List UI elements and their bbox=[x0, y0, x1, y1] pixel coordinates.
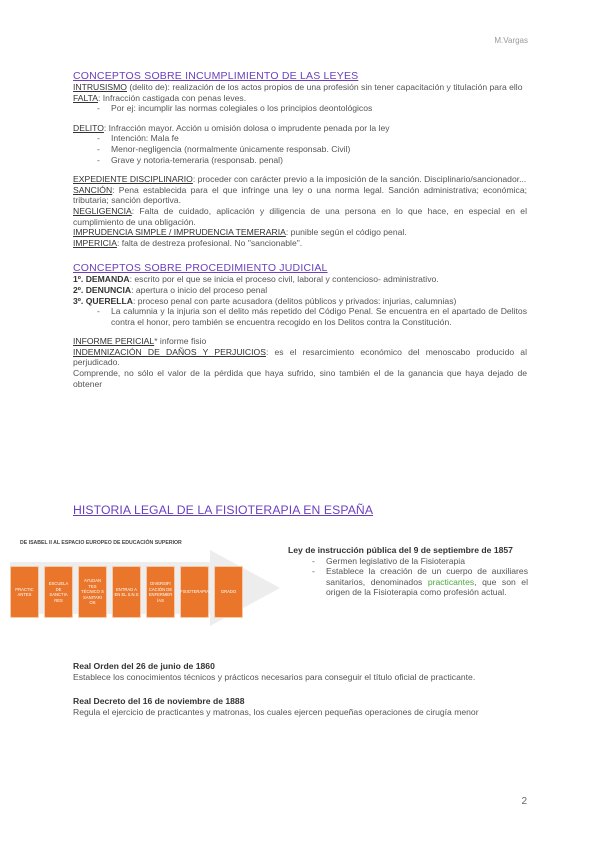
definition-text: : punible según el código penal. bbox=[285, 227, 407, 238]
term: DELITO bbox=[73, 122, 104, 133]
list-item-text: Establece la creación de un cuerpo de auxiliares sanitarios, denominados bbox=[326, 566, 528, 587]
list-item: - Menor-negligencia (normalmente únicamente responsab. Civil) bbox=[97, 144, 527, 155]
timeline-diagram bbox=[10, 540, 285, 630]
real-decreto-title: Real Decreto del 16 de noviembre de 1888 bbox=[73, 696, 245, 707]
section-title-procedimiento: CONCEPTOS SOBRE PROCEDIMIENTO JUDICIAL bbox=[73, 262, 328, 275]
author-name: M.Vargas bbox=[494, 36, 528, 45]
definition-text: : Infracción mayor. Acción u omisión dolosa o imprudente penada por la ley bbox=[103, 122, 390, 133]
term: 3º. QUERELLA bbox=[73, 295, 133, 306]
history-entries bbox=[73, 661, 527, 717]
definition-text: : Pena establecida para el que infringe una ley o una norma legal. Sanción administrativa; económica; tributaria; sanción deportiva. bbox=[73, 184, 527, 206]
timeline-boxes bbox=[10, 566, 243, 618]
definition-denuncia bbox=[73, 285, 527, 296]
ley-1857-block bbox=[288, 545, 528, 598]
section-title-historia: HISTORIA LEGAL DE LA FISIOTERAPIA EN ESPAÑA bbox=[73, 503, 374, 517]
falta-list bbox=[73, 103, 527, 114]
querella-list bbox=[73, 306, 527, 327]
definition-imprudencia bbox=[73, 227, 527, 238]
page-number: 2 bbox=[521, 796, 527, 807]
term: INFORME PERICIAL bbox=[73, 336, 155, 347]
term: IMPERICIA bbox=[73, 237, 117, 248]
definition-text: : proceso penal con parte acusadora (delitos públicos y privados: injurias, calumnias) bbox=[132, 295, 457, 306]
term: EXPEDIENTE DISCIPLINARIO bbox=[73, 174, 193, 185]
list-item: - Intención: Mala fe bbox=[97, 133, 527, 144]
highlight-practicantes: practicantes bbox=[427, 576, 475, 587]
real-decreto-text: Regula el ejercicio de practicantes y matronas, los cuales ejercen pequeñas operaciones de cirugía menor bbox=[73, 706, 479, 717]
term: 1º. DEMANDA bbox=[73, 274, 130, 285]
definition-impericia bbox=[73, 238, 527, 249]
definition-text: : escrito por el que se inicia el proceso civil, laboral y contencioso- administrativo. bbox=[129, 274, 439, 285]
definition-expediente bbox=[73, 174, 527, 185]
term: INDEMNIZACIÓN DE DAÑOS Y PERJUICIOS bbox=[73, 346, 266, 357]
definition-text: : proceder con carácter previo a la imposición de la sanción. Disciplinario/sancionador... bbox=[192, 174, 527, 185]
definition-sancion bbox=[73, 185, 527, 206]
timeline-box: ESCUELA DE SANCTIA RES bbox=[44, 566, 73, 618]
list-item: - Por ej: incumplir las normas colegiales o los principios deontológicos bbox=[97, 103, 527, 114]
definition-text: : apertura o inicio del proceso penal bbox=[131, 284, 268, 295]
definition-delito bbox=[73, 123, 527, 134]
definition-informe bbox=[73, 336, 527, 347]
timeline-box: GRADO bbox=[214, 566, 243, 618]
term: INTRUSISMO bbox=[73, 82, 127, 92]
definition-text: : Infracción castigada con penas leves. bbox=[98, 92, 247, 103]
definition-querella bbox=[73, 296, 527, 307]
diagram-caption: DE ISABEL II AL ESPACIO EUROPEO DE EDUCACIÓN SUPERIOR bbox=[20, 540, 182, 546]
list-item: - La calumnia y la injuria son el delito más repetido del Código Penal. Se encuentra en el apartado de Delitos contra el honor, pero también se encuentra recogido en los Delitos contra la Constitución. bbox=[97, 306, 527, 327]
main-content bbox=[73, 70, 527, 389]
list-item-text: , que son el origen de la Fisioterapia como profesión actual. bbox=[326, 576, 528, 598]
timeline-box: PRACTIC ANTES bbox=[10, 566, 39, 618]
definition-intrusismo bbox=[73, 82, 527, 93]
timeline-box: ENTRAD A EN EL S.N.S bbox=[112, 566, 141, 618]
definition-text: : falta de destreza profesional. No "sancionable". bbox=[116, 237, 303, 248]
list-item: - Germen legislativo de la Fisioterapia bbox=[312, 556, 528, 567]
timeline-box: DIVERSIFI CACIÓN DE ENFERMER ÍAS bbox=[146, 566, 175, 618]
comprende-text: Comprende, no sólo el valor de la pérdida que haya sufrido, sino también el de la ganancia que haya dejado de obtener bbox=[73, 368, 527, 389]
timeline-box: AYUDAN TES TÉCNICO S SANITARI OS bbox=[78, 566, 107, 618]
term: FALTA bbox=[73, 92, 98, 103]
definition-text: : Falta de cuidado, aplicación y diligencia de una persona en lo que hace, en especial en el cumplimiento de una obligación. bbox=[73, 205, 527, 227]
definition-demanda bbox=[73, 274, 527, 285]
list-item bbox=[312, 566, 528, 598]
ley-list bbox=[288, 556, 528, 598]
section-title-incumplimiento: CONCEPTOS SOBRE INCUMPLIMIENTO DE LAS LEYES bbox=[73, 70, 359, 82]
term: 2º. DENUNCIA bbox=[73, 284, 132, 295]
list-item: - Grave y notoria-temeraria (responsab. penal) bbox=[97, 155, 527, 166]
term: IMPRUDENCIA SIMPLE / IMPRUDENCIA TEMERARIA bbox=[73, 227, 286, 238]
real-orden-title: Real Orden del 26 de junio de 1860 bbox=[73, 661, 215, 671]
definition-text: : es el resarcimiento económico del menoscabo producido al perjudicado. bbox=[73, 346, 527, 368]
definition-indemnizacion bbox=[73, 347, 527, 368]
real-orden-text: Establece los conocimientos técnicos y prácticos necesarios para conseguir el título oficial de practicante. bbox=[73, 671, 476, 682]
definition-text: * informe fisio bbox=[154, 336, 207, 347]
term: SANCIÓN bbox=[73, 184, 113, 195]
term: NEGLIGENCIA bbox=[73, 205, 132, 216]
ley-title: Ley de instrucción pública del 9 de septiembre de 1857 bbox=[288, 545, 513, 555]
timeline-box: FISIOTERAPIA bbox=[180, 566, 209, 618]
definition-text: (delito de): realización de los actos propios de una profesión sin tener capacitación y titulación para ello bbox=[126, 82, 523, 92]
definition-negligencia bbox=[73, 206, 527, 227]
definition-falta bbox=[73, 93, 527, 104]
delito-list bbox=[73, 133, 527, 165]
